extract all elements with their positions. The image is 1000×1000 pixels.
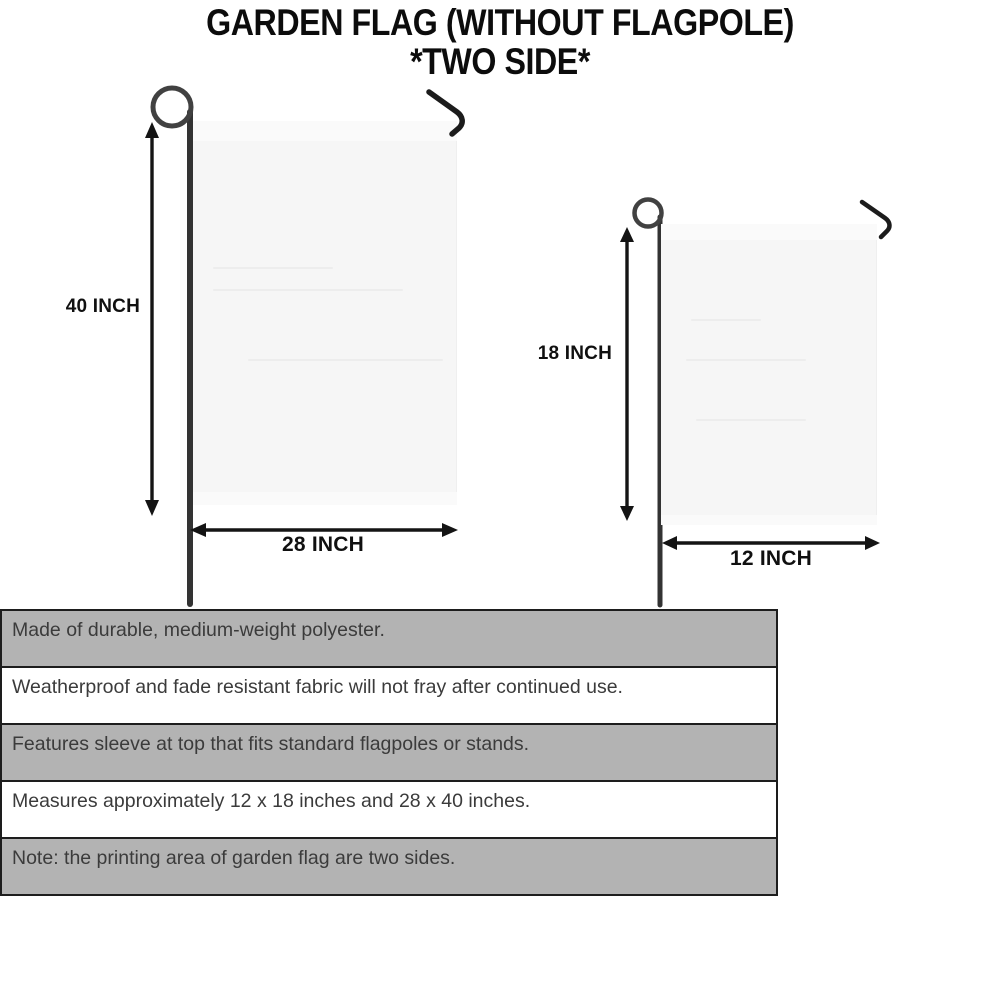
feature-row: [2, 725, 776, 782]
fabric-crease: [686, 359, 806, 361]
flag-hem: [193, 492, 457, 505]
flag-panel-large: [193, 121, 457, 505]
feature-row: [2, 839, 776, 894]
feature-row: [2, 668, 776, 725]
fabric-crease: [213, 267, 333, 269]
double-arrow-vertical-icon: [616, 226, 638, 522]
height-dimension-label-small: 18 INCH: [537, 343, 612, 364]
flag-sleeve: [661, 224, 877, 240]
fabric-crease: [696, 419, 806, 421]
height-dimension-label-large: 40 INCH: [65, 296, 140, 317]
hook-icon: [424, 86, 470, 138]
page-title: GARDEN FLAG (WITHOUT FLAGPOLE): [206, 2, 794, 43]
page-subtitle: *TWO SIDE*: [410, 41, 590, 82]
flag-panel-small: [661, 224, 877, 525]
fabric-crease: [691, 319, 761, 321]
feature-text: Features sleeve at top that fits standard flagpoles or stands.: [12, 733, 530, 755]
feature-text: Made of durable, medium-weight polyester.: [12, 619, 385, 641]
features-table: [0, 609, 778, 896]
feature-text: Measures approximately 12 x 18 inches and 28 x 40 inches.: [12, 790, 531, 812]
feature-row: [2, 611, 776, 668]
width-dimension-label-large: 28 INCH: [282, 533, 364, 556]
page-title-block: [65, 2, 935, 81]
feature-row: [2, 782, 776, 839]
fabric-crease: [213, 289, 403, 291]
feature-text: Weatherproof and fade resistant fabric will not fray after continued use.: [12, 676, 623, 698]
fabric-crease: [248, 359, 443, 361]
flag-sleeve: [193, 121, 457, 141]
flag-hem: [661, 515, 877, 525]
double-arrow-vertical-icon: [141, 121, 163, 517]
feature-text: Note: the printing area of garden flag are two sides.: [12, 847, 456, 869]
width-dimension-label-small: 12 INCH: [730, 547, 812, 570]
hook-icon: [858, 197, 898, 243]
